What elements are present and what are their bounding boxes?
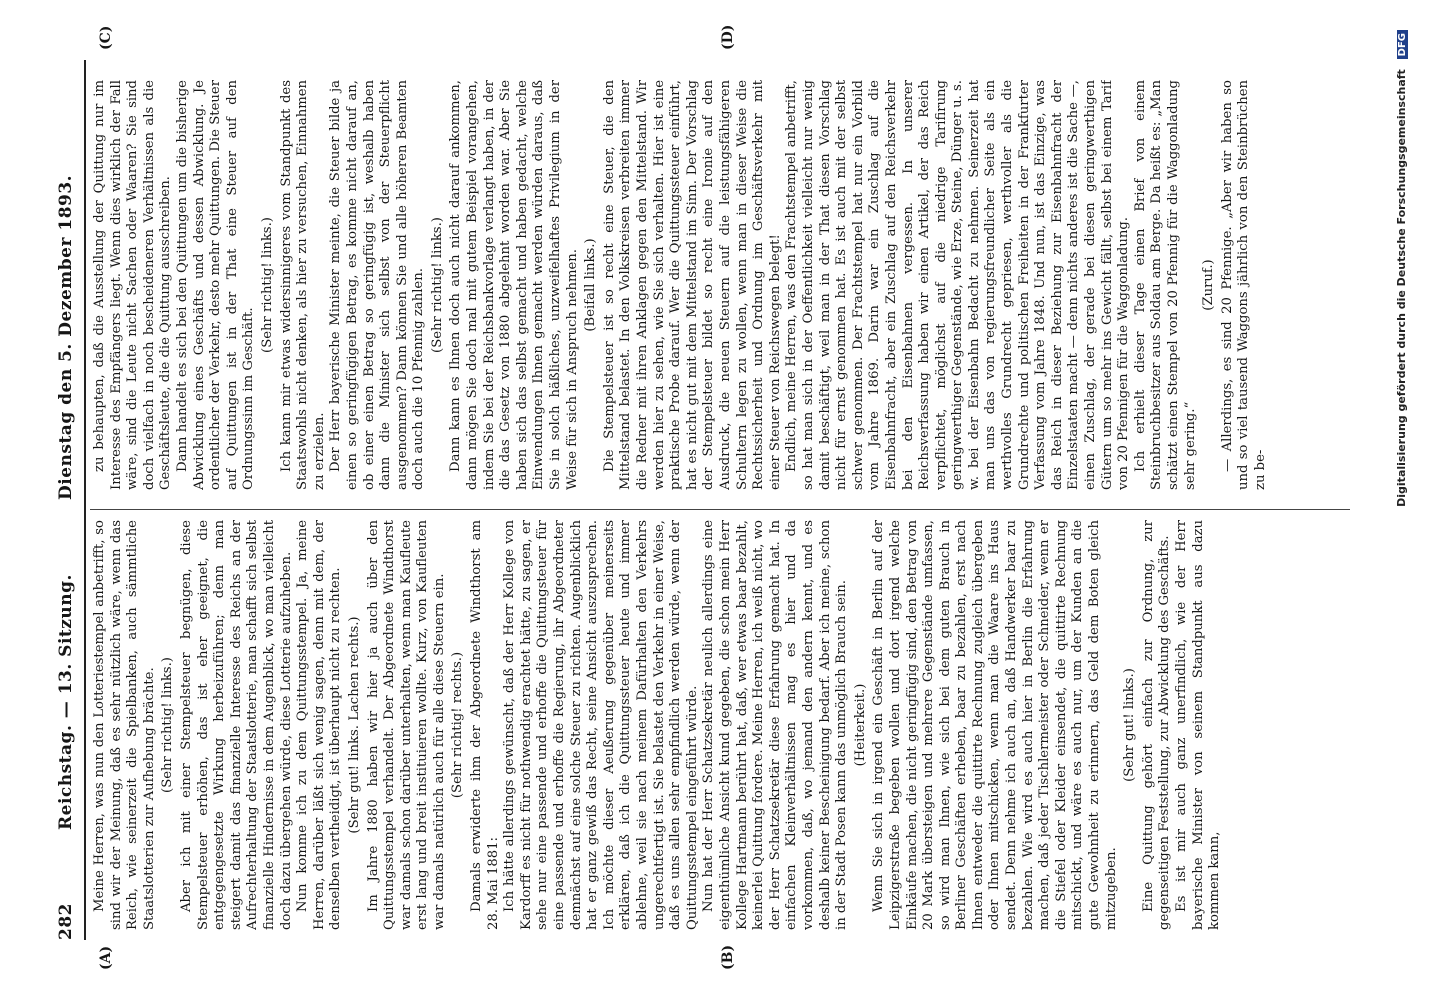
paragraph: Nun hat der Herr Schatzsekretär neulich allerdings eine eigenthümliche Ansicht kund gegeben, die schon mein Herr Kollege Hartmann berührt hat, daß, wer etwas baar bezahlt, keinerlei Quittung fordere. Meine Herren, ich weiß nicht, wo der Herr Schatzsekretär diese Erfahrung gemacht hat. In einfachen Kleinverhältnissen mag es hier und da vorkommen, daß, wo jemand den andern kennt, und es deshalb keiner Bescheinigung bedarf. Aber ich meine, schon in der Stadt Posen kann das unmöglich Brauch sein. <box>701 520 850 930</box>
paragraph: Dann kann es Ihnen doch auch nicht darauf ankommen, dann mögen Sie doch mal mit gutem Beispiel vorangehen, indem Sie bei der Reichsbankvorlage verlangt haben, in der die das Gesetz von 1880 abgelehnt worden war. Aber Sie haben sich das selbst gemacht und haben gedacht, welche Einwendungen Ihnen gemacht werden würden daraus, daß Sie in solch häßliches, unzweifelhaftes Privilegium in der Weise für sich in Anspruch nehmen. <box>448 80 580 490</box>
interjection: (Sehr richtig! links.) <box>429 217 445 353</box>
dfg-logo: DFG <box>1397 30 1408 59</box>
paragraph: Im Jahre 1880 haben wir hier ja auch über den Quittungsstempel verhandelt. Der Abgeordnete Windthorst war damals schon darüber unterhalten, wenn man Kaufleute erst lang und breit instituieren wollte. Kurz, von Kaufleuten war damals natürlich auch für alle diese Steuern ein. <box>365 520 447 930</box>
margin-mark-a: (A) <box>98 945 114 970</box>
header-rule <box>84 60 86 940</box>
interjection: (Heiterkeit.) <box>852 683 868 767</box>
interjection: (Sehr richtig! rechts.) <box>450 651 466 799</box>
paragraph: Der Herr bayerische Minister meinte, die Steuer bilde ja einen so geringfügigen Betrag, es komme nicht darauf an, ob einer einen Betrag so geringfügig ist, weshalb haben dann die Minister sich selbst von der Steuerpflicht ausgenommen? Dann können Sie und alle höheren Beamten doch auch die 10 Pfennig zahlen. <box>328 80 427 490</box>
margin-mark-b: (B) <box>720 944 736 970</box>
text-column-left <box>92 520 1342 930</box>
text-column-right <box>92 80 1342 490</box>
credit-text: Digitalisierung gefördert durch die Deutsche Forschungsgemeinschaft <box>1395 69 1408 507</box>
paragraph: Aber ich mit einer Stempelsteuer begnügen, diese Stempelsteuer erhöhen, das ist eher geeignet, die entgegengesetzte Wirkung herbeizuführen; denn man steigert damit das finanzielle Interesse des Reichs an der Aufrechterhaltung der Staatslotterie, man schafft sich selbst finanzielle Hindernisse in dem Augenblick, wo man vielleicht doch dazu übergehen würde, diese Lotterie aufzuheben. <box>178 520 294 930</box>
paragraph: Nun komme ich zu dem Quittungsstempel. Ja, meine Herren, darüber läßt sich wenig sagen, denn mit dem, der denselben vertheidigt, ist überhaupt nicht zu rechten. <box>295 520 344 930</box>
paragraph: zu behaupten, daß die Ausstellung der Quittung nur im Interesse des Empfängers liegt. Wenn dies wirklich der Fall wäre, sind die Leute nicht Sachen oder Waaren? Sie sind doch vielfach in noch bescheideneren Verhältnissen als die Geschäftsleute, die die Quittung ausschreiben. <box>92 80 174 490</box>
paragraph: Meine Herren, was nun den Lotteriestempel anbetrifft, so sind wir der Meinung, daß es sehr nützlich wäre, wenn das Reich, wie seinerzeit die Spielbanken, auch sämmtliche Staatslotterien zur Aufhebung brächte. <box>92 520 157 930</box>
paragraph: Eine Quittung gehört einfach zur Ordnung, zur gegenseitigen Feststellung, zur Abwicklung des Geschäfts. <box>1140 520 1173 930</box>
header-session: Reichstag. — 13. Sitzung. <box>56 574 76 830</box>
page-number: 282 <box>56 903 76 940</box>
paragraph: Die Stempelsteuer ist so recht eine Steuer, die den Mittelstand belastet. In den Volkskreisen verbreiten immer die Redner mit ihren Anklagen gegen den Mittelstand. Wir werden hier zu sehen, wie Sie sich verhalten. Hier ist eine praktische Probe darauf. Wer die Quittungssteuer einführt, hat es nicht gut mit dem Mittelstand im Sinn. Der Vorschlag der Stempelsteuer bildet so recht eine Ironie auf den Ausdruck, die neuen Steuern auf die leistungsfähigeren Schultern legen zu wollen, wenn man in dieser Weise die Rechtssicherheit und Ordnung im Geschäftsverkehr mit einer Steuer von Reichswegen belegt! <box>601 80 783 490</box>
paragraph: Ich erhielt dieser Tage einen Brief von einem Steinbruchbesitzer aus Soldau am Berge. Da heißt es: „Man schätzt einen Stempel von 20 Pfennig für die Waggonladung sehr gering.“ <box>1132 80 1198 490</box>
paragraph: Ich kann mir etwas widersinnigeres vom Standpunkt des Staatswohls nicht denken, als hier zu versuchen, Einnahmen zu erzielen. <box>278 80 327 490</box>
page-header <box>56 60 82 940</box>
interjection: (Sehr richtig! links.) <box>259 217 275 353</box>
paragraph: Dann handelt es sich bei den Quittungen um die bisherige Abwicklung eines Geschäfts und dessen Abwicklung. Je ordentlicher der Verkehr, desto mehr Quittungen. Die Steuer auf Quittungen ist in der That eine Steuer auf den Ordnungssinn im Geschäft. <box>174 80 257 490</box>
column-divider <box>90 509 1350 510</box>
margin-mark-d: (D) <box>720 24 736 50</box>
paragraph: Damals erwiderte ihm der Abgeordnete Windthorst am 28. Mai 1881: <box>469 520 501 930</box>
interjection: (Beifall links.) <box>583 238 599 332</box>
paragraph: Wenn Sie sich in irgend ein Geschäft in Berlin auf der Leipzigerstraße begeben wollen und dort irgend welche Einkäufe machen, die nicht geringfügig sind, den Betrag von 20 Mark übersteigen und mehrere Gegenstände umfassen, so wird man Ihnen, wie sich bei dem guten Brauch in Berliner Geschäften erheben, baar zu bezahlen, erst nach Ihnen entweder die quittirte Rechnung zugleich übergeben oder Ihnen mitschicken, wenn man die Waare ins Haus sendet. Denn nehme ich auch an, daß Handwerker baar zu bezahlen. Wie wird es auch hier in Berlin die Erfahrung machen, daß jeder Tischlermeister oder Schneider, wenn er die Stiefel oder Kleider einsendet, die quittirte Rechnung mitschickt, und wäre es auch nur, um der Kunden an die gute Gewohnheit zu erinnern, das Geld dem Boten gleich mitzugeben. <box>871 520 1119 930</box>
paragraph: — Allerdings, es sind 20 Pfennige. „Aber wir haben so und so viel tausend Waggons jährlich von den Steinbrüchen zu be- <box>1219 80 1268 490</box>
digitization-credit <box>1395 30 1408 970</box>
paragraph: Es ist mir auch ganz unerfindlich, wie der Herr bayerische Minister von seinem Standpunkt aus dazu kommen kann, <box>1174 520 1223 930</box>
interjection: (Sehr richtig! links.) <box>160 657 176 793</box>
interjection: (Sehr gut! links. Lachen rechts.) <box>346 616 362 834</box>
paragraph: Endlich, meine Herren, was den Frachtstempel anbetrifft, so hat man sich in der Oeffentlichkeit vielleicht nur wenig damit beschäftigt, weil man in der That diesen Vorschlag nicht für ernst genommen hat. Es ist auch mit der selbst schwer genommen. Der Frachtstempel hat nur ein Vorbild vom Jahre 1869. Darin war ein Zuschlag auf die Eisenbahnfracht, aber ein Zuschlag auf den Reichsverkehr bei den Eisenbahnen vergessen. In unserer Reichsverfassung haben wir einen Artikel, der das Reich verpflichtet, möglichst auf die niedrige Tarifirung geringwerthiger Gegenstände, wie Erze, Steine, Dünger u. s. w. bei der Eisenbahn Bedacht zu nehmen. Seinerzeit hat man uns das von regierungsfreundlicher Seite als ein werthvolles Grundrecht gepriesen, werthvoller als die Grundrechte und politischen Freiheiten in der Frankfurter Verfassung vom Jahre 1848. Und nun, ist das Einzige, was das Reich in dieser Beziehung zur Eisenbahnfracht der Einzelstaaten macht — denn nichts anderes ist die Sache —, einen Zuschlag, der gerade bei diesen geringwerthigen Gütern um so mehr ins Gewicht fällt, selbst bei einem Tarif von 20 Pfennigen für die Waggonladung. <box>784 80 1132 490</box>
interjection: (Sehr gut! links.) <box>1122 668 1138 782</box>
header-date: Dienstag den 5. Dezember 1893. <box>56 174 76 500</box>
paragraph: Ich hätte allerdings gewünscht, daß der Herr Kollege von Kardorff es nicht für nothwendig erachtet hätte, zu sagen, er sehe nur eine passende und erhoffe die Quittungsteuer für eine passende und erhoffe die Regierung, ihr Abgeordneter demnächst auf eine solche Steuer zu richten. Augenblicklich hat er ganz gewiß das Recht, seine Ansicht auszusprechen. Ich möchte dieser Aeußerung gegenüber meinerseits erklären, daß ich die Quittungssteuer heute und immer ablehne, weil sie nach meinem Dafürhalten den Verkehrs ungerechtfertigt ist. Sie belastet den Verkehr in einer Weise, daß es uns allen sehr empfindlich werden würde, wenn der Quittungsstempel eingeführt würde. <box>502 520 700 930</box>
margin-mark-c: (C) <box>98 25 114 50</box>
interjection: (Zuruf.) <box>1201 259 1217 311</box>
